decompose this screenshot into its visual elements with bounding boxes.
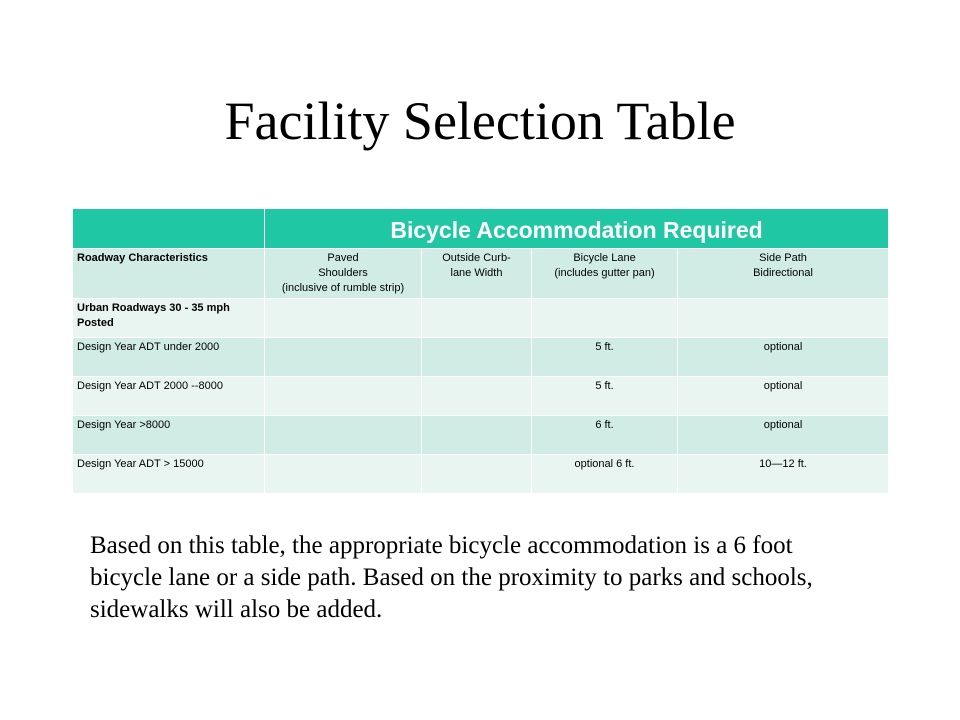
row-label: Design Year ADT 2000 --8000: [73, 377, 265, 416]
table-cell: optional: [678, 377, 889, 416]
row-label: Urban Roadways 30 - 35 mph Posted: [73, 299, 265, 338]
table-cell: [265, 416, 422, 455]
table-cell: [265, 299, 422, 338]
column-header-row: [73, 249, 889, 299]
table-cell: optional 6 ft.: [532, 455, 678, 494]
table-header-row: [73, 209, 889, 249]
table-cell: [265, 338, 422, 377]
table-cell: 6 ft.: [532, 416, 678, 455]
column-header: Outside Curb- lane Width: [422, 249, 532, 299]
table-cell: 10—12 ft.: [678, 455, 889, 494]
table-row: [73, 299, 889, 338]
table-cell: [265, 455, 422, 494]
row-label: Design Year ADT > 15000: [73, 455, 265, 494]
table-cell: [532, 299, 678, 338]
header-empty-cell: [73, 209, 265, 249]
table-cell: optional: [678, 338, 889, 377]
table-cell: 5 ft.: [532, 338, 678, 377]
row-label: Design Year >8000: [73, 416, 265, 455]
table-row: [73, 377, 889, 416]
table-row: [73, 455, 889, 494]
table-cell: [678, 299, 889, 338]
table-cell: [422, 455, 532, 494]
table-cell: 5 ft.: [532, 377, 678, 416]
table-caption: Bicycle Accommodation Required: [265, 209, 889, 249]
facility-selection-table: [72, 208, 889, 494]
slide-title: Facility Selection Table: [224, 91, 736, 151]
column-header: Roadway Characteristics: [73, 249, 265, 299]
column-header: Bicycle Lane (includes gutter pan): [532, 249, 678, 299]
column-header: Paved Shoulders (inclusive of rumble strip): [265, 249, 422, 299]
column-header: Side Path Bidirectional: [678, 249, 889, 299]
table-row: [73, 338, 889, 377]
table-cell: [265, 377, 422, 416]
table-cell: [422, 416, 532, 455]
table-cell: [422, 299, 532, 338]
table-cell: [422, 338, 532, 377]
table-cell: optional: [678, 416, 889, 455]
row-label: Design Year ADT under 2000: [73, 338, 265, 377]
table-row-highlighted: [73, 416, 889, 455]
table-cell: [422, 377, 532, 416]
conclusion-text: Based on this table, the appropriate bicycle accommodation is a 6 foot bicycle lane or a side path. Based on the proximity to parks and schools, sidewalks will also be added.: [90, 532, 813, 623]
